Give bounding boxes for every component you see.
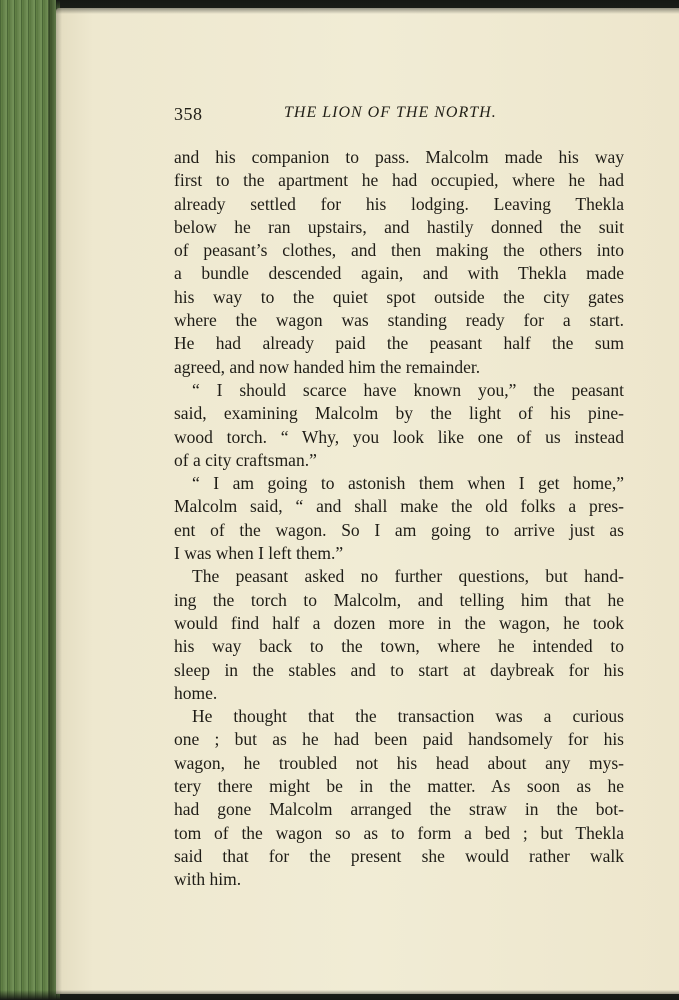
text-line: of peasant’s clothes, and then making the others into [174,240,624,261]
text-line: tom of the wagon so as to form a bed ; but Thekla [174,822,624,843]
text-line: wood torch. “ Why, you look like one of us instead [174,426,624,447]
text-line: and his companion to pass. Malcolm made his way [174,147,624,167]
text-line: already settled for his lodging. Leaving Thekla [174,193,624,214]
text-line: a bundle descended again, and with Thekla made [174,263,624,284]
text-line: of a city craftsman.” [174,449,317,470]
text-line: below he ran upstairs, and hastily donned the suit [174,216,624,237]
text-line: Malcolm said, “ and shall make the old folks a pres- [174,496,624,517]
text-line: his way back to the town, where he intended to [174,636,624,657]
body-text [174,146,624,892]
text-line: tery there might be in the matter. As soon as he [174,776,624,797]
gutter-shadow [48,0,62,1000]
text-line: where the wagon was standing ready for a start. [174,310,624,331]
text-line: had gone Malcolm arranged the straw in the bot- [174,799,624,820]
text-line: “ I am going to astonish them when I get home,” [192,473,624,494]
text-line: He thought that the transaction was a curious [192,706,624,727]
text-line: The peasant asked no further questions, but hand- [192,566,624,587]
text-line: I was when I left them.” [174,543,344,564]
top-shadow [56,0,679,14]
text-line: agreed, and now handed him the remainder. [174,356,481,377]
text-line: his way to the quiet spot outside the city gates [174,286,624,307]
text-line: said, examining Malcolm by the light of his pine- [174,403,624,424]
text-line: ent of the wagon. So I am going to arrive just as [174,519,624,540]
page-number: 358 [174,104,203,124]
text-line: with him. [174,869,242,890]
text-line: first to the apartment he had occupied, where he had [174,170,624,191]
text-line: He had already paid the peasant half the sum [174,333,624,354]
text-line: “ I should scarce have known you,” the peasant [192,379,624,400]
bottom-shadow [0,990,679,1000]
text-line: sleep in the stables and to start at daybreak for his [174,659,624,680]
running-head: THE LION OF THE NORTH. [284,104,497,121]
text-line: said that for the present she would rather walk [174,845,624,866]
text-line: home. [174,682,218,703]
text-line: one ; but as he had been paid handsomely for his [174,729,624,750]
text-line: ing the torch to Malcolm, and telling him that he [174,589,624,610]
text-line: would find half a dozen more in the wagon, he took [174,612,624,633]
page-header [174,104,624,128]
text-line: wagon, he troubled not his head about any mys- [174,752,624,773]
